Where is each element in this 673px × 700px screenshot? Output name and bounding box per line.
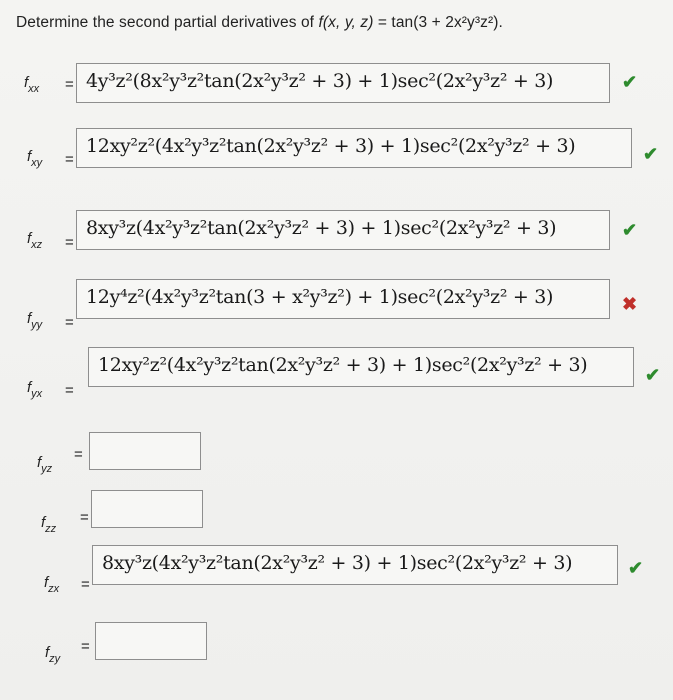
label-fxx: $f_{xx}$ [24, 74, 40, 95]
answer-expression-fyy: 12y⁴z²(4x²y³z²tan(3 + x²y³z²) + 1)sec²(2x²y³z² + 3) [86, 286, 554, 308]
correct-check-icon: ✔ [622, 72, 638, 92]
equals-fyz: = [74, 446, 83, 463]
correct-check-icon: ✔ [628, 558, 644, 578]
question-suffix: = tan(3 + 2x²y³z²). [373, 14, 503, 31]
question-text [16, 14, 503, 32]
equals-fxx: = [65, 76, 74, 93]
answer-expression-fxz: 8xy³z(4x²y³z²tan(2x²y³z² + 3) + 1)sec²(2x²y³z² + 3) [86, 217, 557, 239]
equals-fzy: = [81, 638, 90, 655]
answer-box-fxz[interactable] [76, 210, 610, 250]
equals-fyy: = [65, 314, 74, 331]
answer-box-fxy[interactable] [76, 128, 632, 168]
correct-check-icon: ✔ [622, 220, 638, 240]
label-fxz: $f_{xz}$ [27, 230, 43, 251]
equals-fxz: = [65, 234, 74, 251]
answer-expression-fxy: 12xy²z²(4x²y³z²tan(2x²y³z² + 3) + 1)sec²(2x²y³z² + 3) [86, 135, 576, 157]
answer-box-fzx[interactable] [92, 545, 618, 585]
answer-expression-fxx: 4y³z²(8x²y³z²tan(2x²y³z² + 3) + 1)sec²(2x²y³z² + 3) [86, 70, 554, 92]
answer-box-fzy[interactable] [95, 622, 207, 660]
answer-expression-fzx: 8xy³z(4x²y³z²tan(2x²y³z² + 3) + 1)sec²(2x²y³z² + 3) [102, 552, 573, 574]
label-fyx: $f_{yx}$ [27, 379, 43, 400]
answer-box-fyy[interactable] [76, 279, 610, 319]
answer-box-fyz[interactable] [89, 432, 201, 470]
answer-box-fxx[interactable] [76, 63, 610, 103]
question-function: f(x, y, z) [318, 14, 374, 31]
correct-check-icon: ✔ [643, 144, 659, 164]
equals-fxy: = [65, 151, 74, 168]
label-fyz: $f_{yz}$ [37, 454, 53, 475]
label-fzz: $f_{zz}$ [41, 514, 57, 535]
equals-fzz: = [80, 509, 89, 526]
label-fzx: $f_{zx}$ [44, 574, 60, 595]
equals-fzx: = [81, 576, 90, 593]
label-fxy: $f_{xy}$ [27, 148, 43, 169]
answer-box-fyx[interactable] [88, 347, 634, 387]
label-fzy: $f_{zy}$ [45, 644, 61, 665]
answer-expression-fyx: 12xy²z²(4x²y³z²tan(2x²y³z² + 3) + 1)sec²(2x²y³z² + 3) [98, 354, 588, 376]
answer-box-fzz[interactable] [91, 490, 203, 528]
equals-fyx: = [65, 382, 74, 399]
label-fyy: $f_{yy}$ [27, 310, 43, 331]
incorrect-cross-icon: ✖ [622, 294, 638, 314]
correct-check-icon: ✔ [645, 365, 661, 385]
question-prefix: Determine the second partial derivatives of [16, 14, 319, 31]
